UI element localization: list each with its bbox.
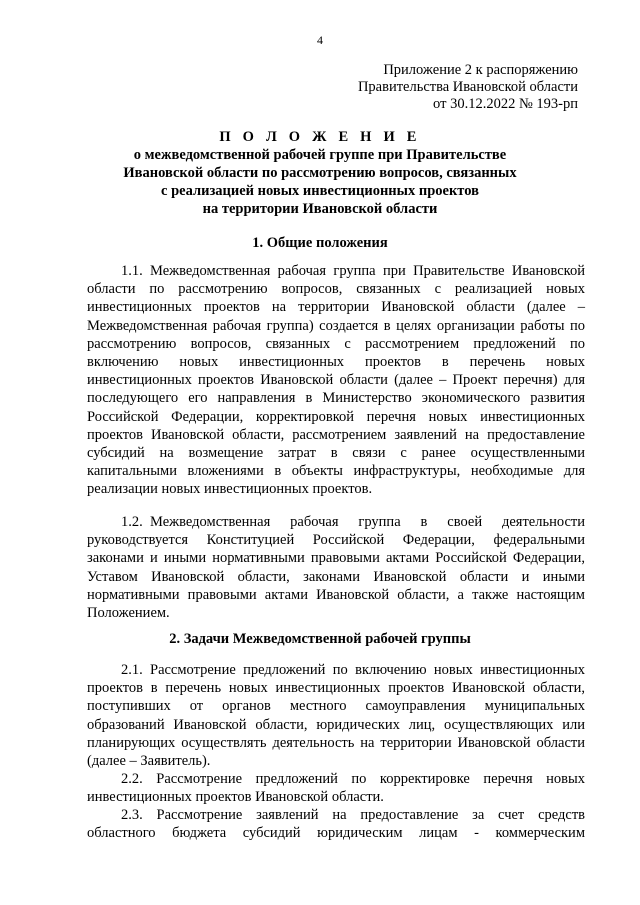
appendix-line-3: от 30.12.2022 № 193-рп — [433, 96, 578, 112]
section-1-heading: 1. Общие положения — [252, 235, 388, 251]
title-line-1: о межведомственной рабочей группе при Правительстве — [133, 147, 507, 163]
paragraph-1-1: 1.1. Межведомственная рабочая группа при Правительстве Ивановской области по рассмотрению вопросов, связанных с реализацией новых инвестиционных проектов на территории Ивановской области (далее – Межведомственная рабочая группа) создается в целях организации работы по рассмотрению вопросов, связанных с рассмотрением предложений по включению новых инвестиционных проектов в перечень новых инвестиционных проектов Ивановской области (далее – Проект перечня) для последующего его направления в Министерство экономического развития Российской Федерации, корректировкой перечня новых инвестиционных проектов Ивановской области, рассмотрением заявлений на предоставление субсидий на возмещение затрат в связи с ранее осуществленными капитальными вложениями в объекты инфраструктуры, необходимые для реализации новых инвестиционных проектов. — [87, 263, 585, 498]
appendix-line-1: Приложение 2 к распоряжению — [383, 62, 578, 78]
title-word: П О Л О Ж Е Н И Е — [219, 129, 421, 145]
paragraph-1-2: 1.2. Межведомственная рабочая группа в своей деятельности руководствуется Конституцией Российской Федерации, федеральными законами и иными нормативными правовыми актами Российской Федерации, Уставом Ивановской области, законами Ивановской области и иными нормативными правовыми актами Ивановской области, а также настоящим Положением. — [87, 514, 585, 622]
page-number: 4 — [317, 33, 323, 47]
appendix-line-2: Правительства Ивановской области — [357, 79, 578, 95]
paragraph-2-3: 2.3. Рассмотрение заявлений на предоставление за счет средств областного бюджета субсидий юридическим лицам - коммерческим — [87, 807, 585, 842]
document-title — [60, 128, 580, 218]
paragraph-2-1: 2.1. Рассмотрение предложений по включению новых инвестиционных проектов в перечень новых инвестиционных проектов Ивановской области, поступивших от органов местного самоуправления муниципальных образований Ивановской области, юридических лиц, осуществляющих или планирующих осуществлять деятельность на территории Ивановской области (далее – Заявитель). — [87, 662, 585, 770]
title-line-3: с реализацией новых инвестиционных проектов — [161, 183, 479, 199]
appendix-reference — [358, 62, 578, 113]
title-line-4: на территории Ивановской области — [202, 201, 438, 217]
paragraph-2-2: 2.2. Рассмотрение предложений по корректировке перечня новых инвестиционных проектов Ивановской области. — [87, 771, 585, 806]
title-line-2: Ивановской области по рассмотрению вопросов, связанных — [123, 165, 517, 181]
section-2-heading: 2. Задачи Межведомственной рабочей группы — [169, 631, 471, 647]
